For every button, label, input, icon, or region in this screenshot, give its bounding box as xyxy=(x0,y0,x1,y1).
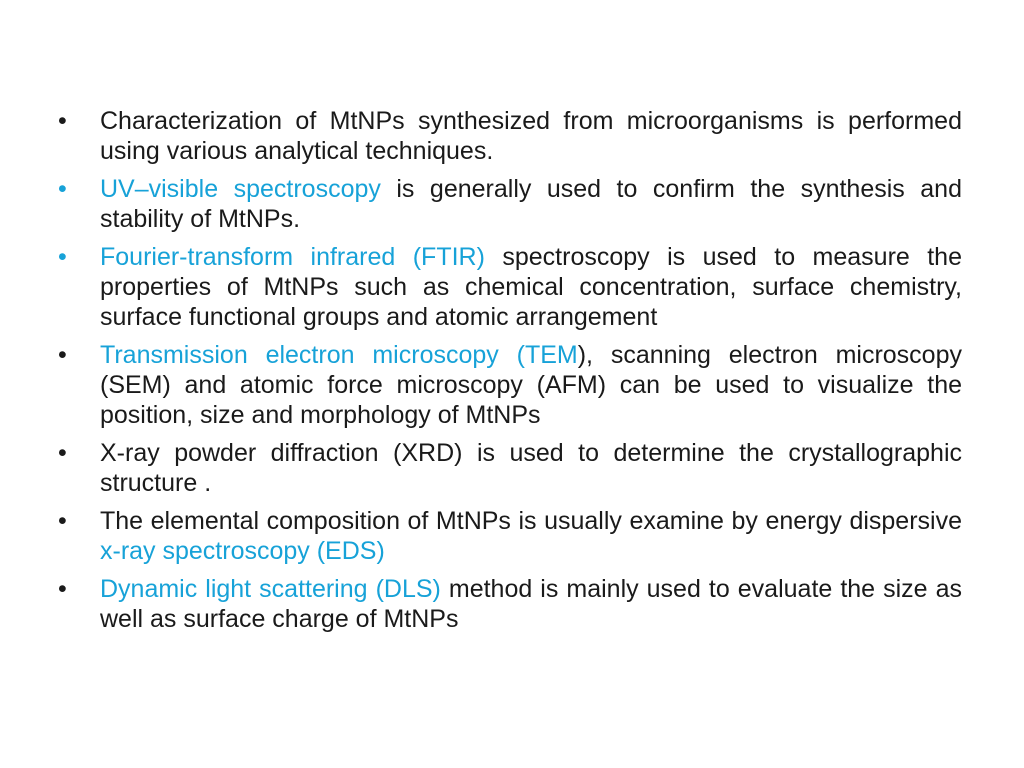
highlight-tem: Transmission electron microscopy (TEM xyxy=(100,341,578,369)
highlight-uv-visible: UV–visible spectroscopy xyxy=(100,175,381,203)
bullet-text: method is mainly used to evaluate the size as well as surface charge of MtNPs xyxy=(100,575,962,633)
bullet-text: ), scanning electron microscopy (SEM) and atomic force microscopy (AFM) can be used to visualize the position, size and morphology of MtNPs xyxy=(100,341,962,429)
bullet-text: is generally used to confirm the synthesis and stability of MtNPs. xyxy=(100,175,962,233)
bullet-characterization xyxy=(58,106,962,166)
bullet-text: Characterization of MtNPs synthesized from microorganisms is performed using various analytical techniques. xyxy=(100,107,962,165)
highlight-dls: Dynamic light scattering (DLS) xyxy=(100,575,441,603)
bullet-uv-visible xyxy=(58,174,962,234)
bullet-text: The elemental composition of MtNPs is usually examine by energy dispersive xyxy=(100,507,962,535)
bullet-xrd xyxy=(58,438,962,498)
highlight-ftir: Fourier-transform infrared (FTIR) xyxy=(100,243,485,271)
bullet-text: spectroscopy is used to measure the properties of MtNPs such as chemical concentration, surface chemistry, surface functional groups and atomic arrangement xyxy=(100,243,962,331)
bullet-text: X-ray powder diffraction (XRD) is used to determine the crystallographic structure . xyxy=(100,439,962,497)
bullet-eds xyxy=(58,506,962,566)
highlight-eds: x-ray spectroscopy (EDS) xyxy=(100,537,385,565)
bullet-ftir xyxy=(58,242,962,332)
bullet-list xyxy=(58,106,962,642)
bullet-tem xyxy=(58,340,962,430)
bullet-dls xyxy=(58,574,962,634)
